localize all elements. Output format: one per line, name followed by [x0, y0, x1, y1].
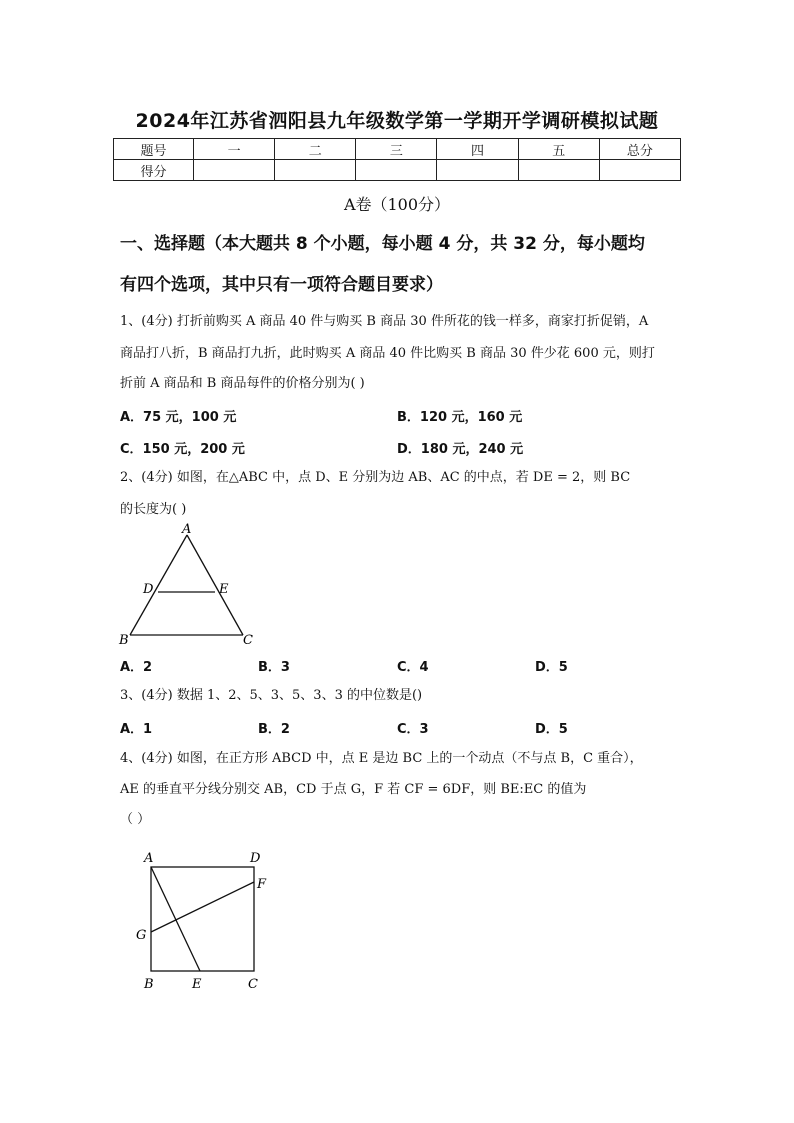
label-e: E	[219, 582, 229, 597]
q4-square-figure	[130, 845, 280, 995]
score-row-label: 得分	[114, 160, 194, 181]
score-header-cell: 总分	[599, 139, 680, 160]
score-value-row	[114, 160, 681, 181]
q4-text-line2: AE 的垂直平分线分别交 AB，CD 于点 G，F 若 CF = 6DF，则 BE:EC 的值为	[120, 782, 587, 797]
score-header-cell: 三	[356, 139, 437, 160]
score-header-cell: 一	[194, 139, 275, 160]
label-a: A	[182, 522, 192, 537]
label-c: C	[248, 977, 258, 992]
q3-option-a[interactable]: A．1	[120, 722, 153, 737]
triangle-side-ab	[130, 535, 187, 635]
q1-text-line3: 折前 A 商品和 B 商品每件的价格分别为( )	[120, 376, 365, 391]
label-b: B	[119, 633, 129, 648]
score-header-cell: 五	[518, 139, 599, 160]
q2-option-d[interactable]: D．5	[535, 660, 568, 675]
q3-option-d[interactable]: D．5	[535, 722, 568, 737]
label-g: G	[136, 928, 147, 943]
q1-option-c[interactable]: C．150 元，200 元	[120, 442, 245, 457]
score-header-cell: 四	[437, 139, 518, 160]
segment-gf	[151, 882, 254, 932]
label-d: D	[250, 851, 261, 866]
q4-text-line1: 4、(4分) 如图，在正方形 ABCD 中，点 E 是边 BC 上的一个动点（不与点 B，C 重合），	[120, 751, 643, 766]
score-header-row	[114, 139, 681, 160]
triangle-side-ac	[187, 535, 243, 635]
q3-text-line1: 3、(4分) 数据 1、2、5、3、5、3、3 的中位数是()	[120, 688, 423, 703]
exam-title: 2024年江苏省泗阳县九年级数学第一学期开学调研模拟试题	[135, 110, 659, 132]
q2-option-c[interactable]: C．4	[397, 660, 429, 675]
q4-text-line3: （ ）	[120, 812, 151, 827]
score-input-cell[interactable]	[599, 160, 680, 181]
label-f: F	[257, 877, 267, 892]
section-title: A卷（100分）	[343, 195, 451, 214]
part1-heading-line1: 一、选择题（本大题共 8 个小题，每小题 4 分，共 32 分，每小题均	[120, 234, 645, 254]
square-abcd	[151, 867, 254, 971]
score-input-cell[interactable]	[275, 160, 356, 181]
label-d: D	[143, 582, 154, 597]
part1-heading-line2: 有四个选项，其中只有一项符合题目要求）	[120, 275, 443, 295]
q1-text-line1: 1、(4分) 打折前购买 A 商品 40 件与购买 B 商品 30 件所花的钱一样多，商家打折促销，A	[120, 314, 649, 329]
q1-text-line2: 商品打八折，B 商品打九折，此时购买 A 商品 40 件比购买 B 商品 30 件少花 600 元，则打	[120, 346, 655, 361]
label-a: A	[144, 851, 154, 866]
score-header-cell: 题号	[114, 139, 194, 160]
q2-triangle-figure	[110, 522, 270, 652]
q3-option-b[interactable]: B．2	[258, 722, 290, 737]
label-b: B	[144, 977, 154, 992]
q1-option-d[interactable]: D．180 元，240 元	[397, 442, 524, 457]
q3-option-c[interactable]: C．3	[397, 722, 429, 737]
score-table	[113, 138, 681, 181]
q2-text-line1: 2、(4分) 如图，在△ABC 中，点 D、E 分别为边 AB、AC 的中点，若 DE = 2，则 BC	[120, 470, 631, 485]
q1-option-a[interactable]: A．75 元，100 元	[120, 410, 237, 425]
score-header-cell: 二	[275, 139, 356, 160]
q1-option-b[interactable]: B．120 元，160 元	[397, 410, 523, 425]
score-input-cell[interactable]	[518, 160, 599, 181]
q2-text-line2: 的长度为( )	[120, 502, 187, 517]
q2-option-a[interactable]: A．2	[120, 660, 153, 675]
q2-option-b[interactable]: B．3	[258, 660, 290, 675]
score-input-cell[interactable]	[194, 160, 275, 181]
label-c: C	[243, 633, 253, 648]
score-input-cell[interactable]	[356, 160, 437, 181]
segment-ae	[151, 867, 200, 971]
score-input-cell[interactable]	[437, 160, 518, 181]
label-e: E	[192, 977, 202, 992]
